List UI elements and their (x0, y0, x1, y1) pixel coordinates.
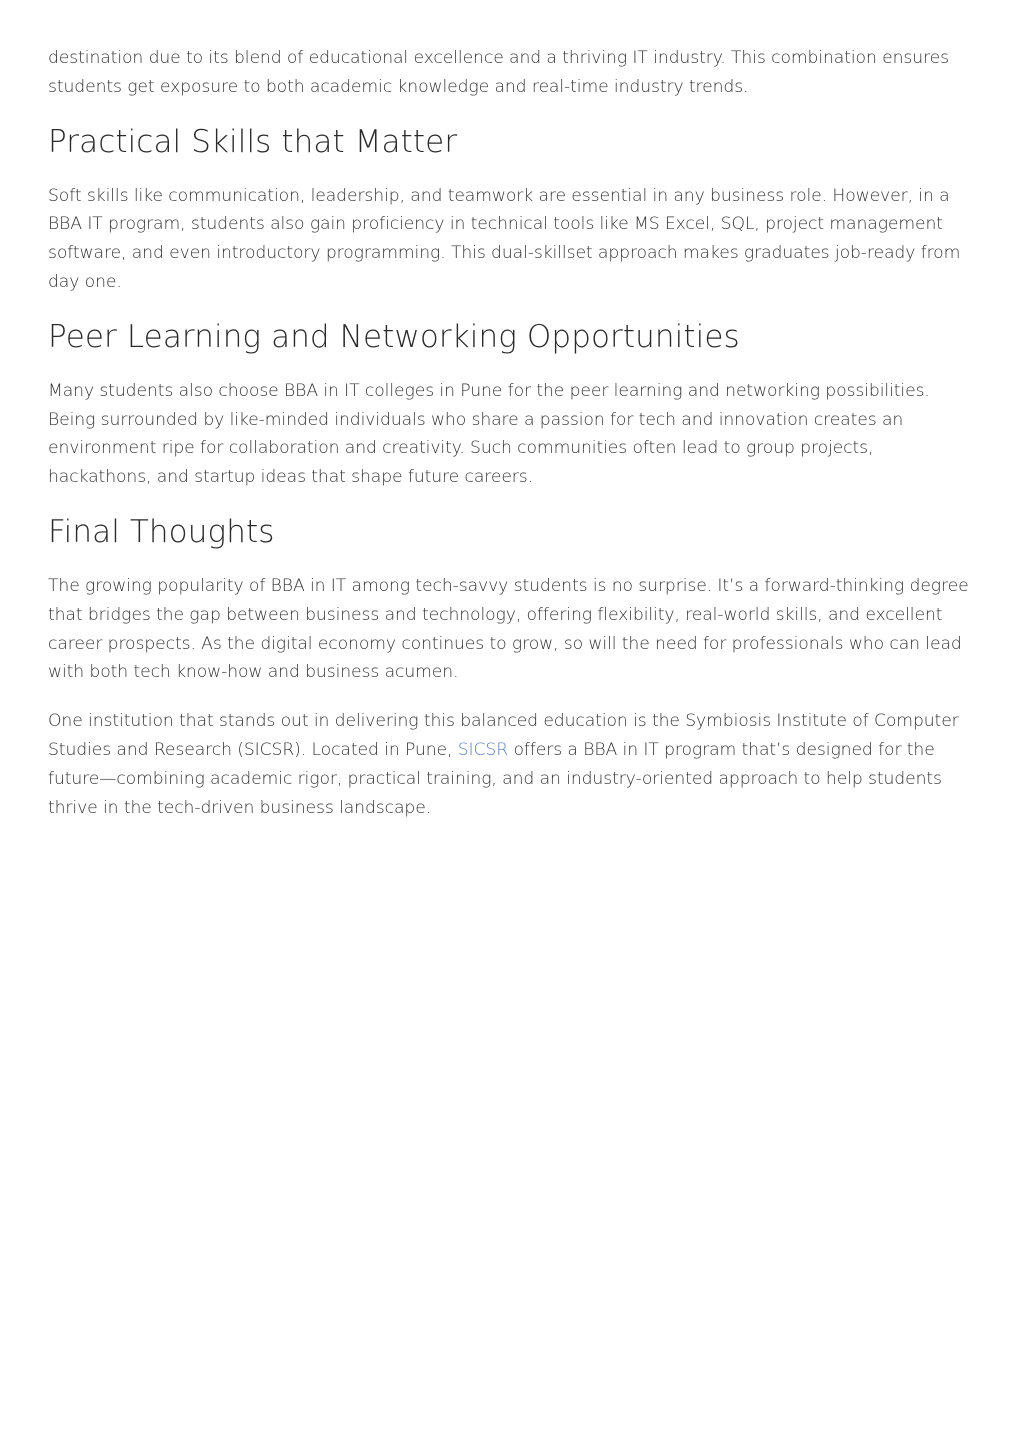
sicsr-link[interactable]: SICSR (457, 739, 509, 760)
intro-paragraph: destination due to its blend of educational excellence and a thriving IT industry. This combination ensures students get exposure to both academic knowledge and real-time industry trends. (48, 48, 949, 97)
closing-text-before-link: One institution that stands out in delivering this balanced education is the Symbiosis Institute of Computer Studies and Research (SICSR). Located in Pune, (48, 711, 959, 760)
final-thoughts-paragraph: The growing popularity of BBA in IT among tech-savvy students is no surprise. It’s a forward-thinking degree that bridges the gap between business and technology, offering flexibility, real-world skills, and excellent career prospects. As the digital economy continues to grow, so will the need for professionals who can lead with both tech know-how and business acumen. (48, 575, 969, 683)
heading-practical-skills: Practical Skills that Matter (48, 123, 458, 160)
peer-learning-paragraph: Many students also choose BBA in IT colleges in Pune for the peer learning and networking possibilities. Being surrounded by like-minded individuals who share a passion for tech and innovation creates an environment ripe for collaboration and creativity. Such communities often lead to group projects, hackathons, and startup ideas that shape future careers. (48, 380, 930, 488)
heading-peer-learning: Peer Learning and Networking Opportunities (48, 318, 740, 355)
heading-final-thoughts: Final Thoughts (48, 513, 275, 550)
practical-skills-paragraph: Soft skills like communication, leadership, and teamwork are essential in any business role. However, in a BBA IT program, students also gain proficiency in technical tools like MS Excel, SQL, project management software, and even introductory programming. This dual-skillset approach makes graduates job-ready from day one. (48, 185, 961, 292)
closing-text-after-link: offers a BBA in IT program that’s designed for the future—combining academic rigor, practical training, and an industry-oriented approach to help students thrive in the tech-driven business landscape. (48, 739, 942, 818)
closing-paragraph (48, 707, 976, 822)
